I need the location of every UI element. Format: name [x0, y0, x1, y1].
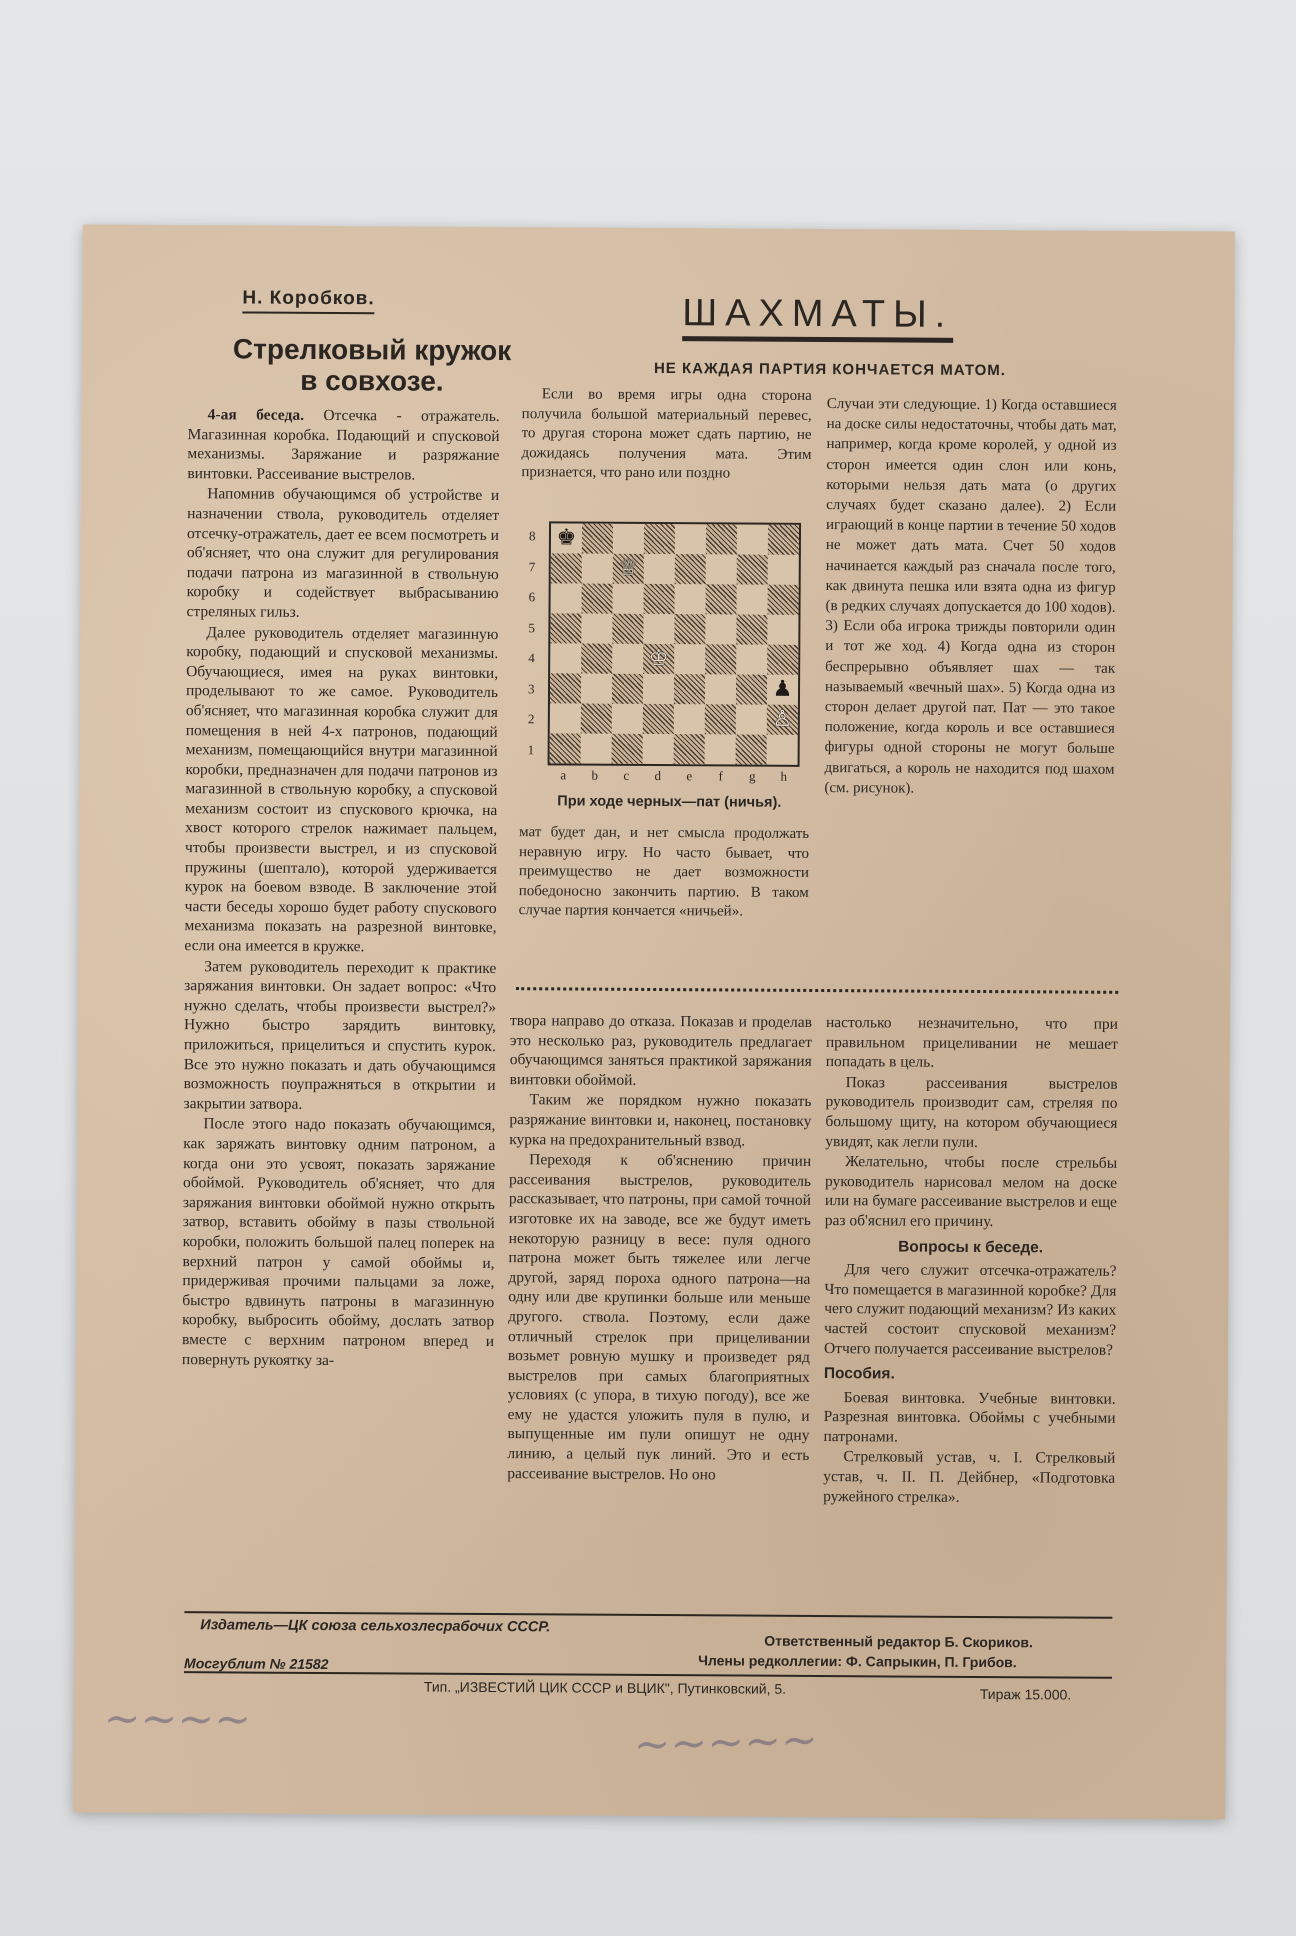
chess-article-subtitle: НЕ КАЖДАЯ ПАРТИЯ КОНЧАЕТСЯ МАТОМ.	[653, 359, 1007, 380]
article-paragraph: После этого надо показать обучающимся, как заряжать винтовку одним патроном, а когда они это усвоят, показать заряжание обоймой. Руководитель об'ясняет, что для заряжания винтовки обоймой нужно открыть затвор, вставить обойму в пазы ствольной коробки, положить большой палец поперек на верхний патрон у самой обоймы и, придерживая прочими пальцами за ложе, быстро вдвинуть патроны в магазинную коробку, выбросить обойму, дослать затвор вместе с верхним патроном вперед и повернуть рукоятку за-	[181, 1115, 496, 1369]
chess-piece-white-c7: ♕	[618, 555, 639, 581]
board-square-f2	[705, 704, 736, 734]
article-paragraph: Напомнив обучающимся об устройстве и назначении ствола, руководитель отделяет отсечку-отражатель, дает ее всем посмотреть и об'ясняет, что она служит для регулирования подачи патрона из магазинной в ствольную коробку и содействует выбрасыванию стреляных гильз.	[186, 485, 500, 621]
board-square-f6	[705, 584, 736, 614]
board-square-f3	[705, 674, 736, 704]
handwritten-mark-right: ~~~~~	[632, 1715, 819, 1773]
article-column-3: настолько незначительно, что при правильном прицеливании не мешает попадать в цель. Показ рассеивания выстрелов руководитель производит сам, стреляя по большому щиту, на котором обучающиеся увидят, как легли пули. Желательно, чтобы после стрельбы руководитель нарисовал мелом на доске или на бумаге рассеивание выстрелов и еще раз об'яснил его причину. Вопросы к беседе. Для чего служит отсечка-отражатель? Что помещается в магазинной коробке? Для чего служит подающий механизм? Из каких частей состоит спусковой механизм? Отчего получается рассеивание выстрелов? Пособия. Боевая винтовка. Учебные винтовки. Разрезная винтовка. Обоймы с учебными патронами. Стрелковый устав, ч. I. Стрелковый устав, ч. II. П. Дейбнер, «Подготовка ружейного стрелка».	[823, 1013, 1118, 1509]
board-square-c3	[612, 674, 643, 704]
board-square-e4	[674, 644, 705, 674]
board-square-c5	[612, 614, 643, 644]
chess-piece-white-d4: ♔	[648, 645, 669, 672]
newspaper-page	[73, 224, 1235, 1819]
board-square-a1	[550, 733, 581, 763]
board-square-h8	[768, 525, 799, 555]
board-square-e2	[674, 704, 705, 734]
board-square-f7	[706, 554, 737, 584]
section-divider	[516, 987, 1118, 994]
board-square-c6	[612, 584, 643, 614]
chess-text-column-1: Если во время игры одна сторона получила большой материальный перевес, то другая сторона может сдать партию, не дожидаясь получения мата. Этим признается, что рано или поздно	[521, 386, 812, 482]
questions-text: Для чего служит отсечка-отражатель? Что помещается в магазинной коробке? Для чего служит подающий механизм? Из каких частей состоит спусковой механизм? Отчего получается рассеивание выстрелов?	[823, 1261, 1117, 1359]
aids-text: Стрелковый устав, ч. I. Стрелковый устав, ч. II. П. Дейбнер, «Подготовка ружейного стрелка».	[823, 1448, 1116, 1506]
board-square-e6	[674, 584, 705, 614]
board-square-d7	[644, 554, 675, 584]
board-square-f1	[705, 734, 736, 764]
board-square-a3	[550, 673, 581, 703]
board-square-g7	[737, 554, 768, 584]
board-square-g1	[736, 734, 767, 764]
board-square-d1	[643, 734, 674, 764]
article-paragraph: Далее руководитель отделяет магазинную коробку, подающий и спусковой механизмы. Обучающиеся, имея на руках винтовки, проделывают то же самое. Руководитель об'ясняет, что магазинная коробка служит для помещения в ней 4-х патронов, подающий механизм, помещающийся внутри магазинной коробки, предназначен для подачи патронов из магазинной в ствольную коробку, а спусковой механизм состоит из спускового крючка, на хвост которого стрелок нажимает пальцем, чтобы произвести выстрел, и из спусковой пружины (шептало), которой удерживается курок на боевом взводе. В заключение этой части беседы хорошо будет работу спускового механизма показать на разрезной винтовке, если она имеется в кружке.	[184, 623, 499, 956]
article-author: Н. Коробков.	[242, 287, 374, 314]
board-square-c7	[613, 554, 644, 584]
board-square-c1	[612, 734, 643, 764]
board-square-h4	[767, 645, 798, 675]
article-title: Стрелковый кружок в совхозе.	[232, 333, 512, 397]
board-square-b2	[581, 704, 612, 734]
board-square-d4	[643, 644, 674, 674]
board-square-d2	[643, 704, 674, 734]
footer-printer: Тип. „ИЗВЕСТИЙ ЦИК СССР и ВЦИК", Путинковский, 5.	[423, 1678, 787, 1697]
questions-heading: Вопросы к беседе.	[898, 1238, 1044, 1256]
board-square-h2	[767, 705, 798, 735]
board-square-e1	[674, 734, 705, 764]
board-square-h3	[767, 675, 798, 705]
board-square-b7	[582, 554, 613, 584]
footer-rule-bottom	[184, 1671, 1112, 1679]
board-square-d8	[644, 524, 675, 554]
chess-piece-white-h2: ♙	[772, 706, 793, 732]
board-square-b1	[581, 734, 612, 764]
board-square-h1	[767, 735, 798, 765]
board-square-g2	[736, 704, 767, 734]
chess-diagram	[548, 521, 801, 767]
board-square-a8	[551, 523, 582, 553]
board-square-d5	[643, 614, 674, 644]
board-square-d3	[643, 674, 674, 704]
diagram-caption: При ходе черных—пат (ничья).	[557, 793, 782, 811]
board-square-a4	[550, 643, 581, 673]
board-square-c4	[612, 644, 643, 674]
board-square-e7	[675, 554, 706, 584]
chess-section-title: ШАХМАТЫ.	[682, 292, 953, 343]
board-rank-labels: 8 7 6 5 4 3 2 1	[527, 528, 536, 758]
board-square-b5	[581, 614, 612, 644]
board-square-f5	[705, 614, 736, 644]
article-paragraph: Затем руководитель переходит к практике заряжания винтовки. Он задает вопрос: «Что нужно сделать, чтобы произвести выстрел?» Нужно быстро зарядить винтовку, приложиться, прицелиться и спустить курок. Все это нужно показать и дать обучающимся возможность поупражняться в открытии и закрытии затвора.	[183, 957, 497, 1113]
board-square-a2	[550, 703, 581, 733]
board-square-h6	[767, 585, 798, 615]
board-square-a7	[551, 553, 582, 583]
board-square-b4	[581, 644, 612, 674]
board-square-f8	[706, 524, 737, 554]
board-square-b8	[582, 524, 613, 554]
chess-text-column-2: Случаи эти следующие. 1) Когда оставшиеся на доске силы недостаточны, чтобы дать мат, например, когда кроме королей, у одной из сторон имеется один слон или конь, которыми нельзя дать мата (о других случаях будет сказано далее). 2) Если играющий в конце партии в течение 50 ходов не может дать мата. Счет 50 ходов начинается каждый раз сначала после того, как двинута пешка или взята одна из фигур (в редких случаях допускается до 100 ходов). 3) Если оба игрока трижды повторили один и тот же ход. 4) Когда одна из сторон беспрерывно объявляет шах — так называемый «вечный шах». 5) Когда одна из сторон делает другой пат. Пат — это такое положение, когда король и все оставшиеся фигуры одной стороны не могут больше двигаться, а король не находится под шахом (см. рисунок).	[824, 396, 1117, 797]
board-square-g8	[737, 524, 768, 554]
board-file-labels: a b c d e f g h	[560, 767, 788, 784]
footer-publisher: Издатель—ЦК союза сельхозлесрабочих СССР.	[200, 1617, 551, 1636]
board-square-f4	[705, 644, 736, 674]
board-square-h5	[767, 615, 798, 645]
board-square-a6	[550, 583, 581, 613]
board-square-d6	[643, 584, 674, 614]
board-square-g5	[736, 614, 767, 644]
footer-editor: Ответственный редактор Б. Скориков.	[764, 1632, 1033, 1651]
article-column-2: твора направо до отказа. Показав и проделав это несколько раз, руководитель предлагает обучающимся заняться практикой заряжания винтовки обоймой. Таким же порядком нужно показать разряжание винтовки и, наконец, постановку курка на предохранительный взвод. Переходя к об'яснению причин рассеивания выстрелов, руководитель рассказывает, что патроны, при самой точной изготовке их на заводе, все же будут иметь некоторую разницу в весе: пуля одного патрона может быть тяжелее или легче другой, заряд пороха одного патрона—на одну или две крупинки больше или меньше другого. ствола. Поэтому, если даже отличный стрелок при прицеливании возьмет ровную мушку и произведет ряд выстрелов при самых благоприятных условиях (с упора, в тихую погоду), все же ему не удастся уложить пуля в пулю, и выпущенные им пули опишут не одну линию, а целый пук линий. Это и есть рассеивание выстрелов. Но оно	[507, 1012, 813, 1484]
chess-text-column-1-continued: мат будет дан, и нет смысла продолжать неравную игру. Но часто бывает, что преимущество не дает возможности победоносно закончить партию. В таком случае партия кончается «ничьей».	[518, 824, 810, 920]
board-square-c2	[612, 704, 643, 734]
board-square-b6	[581, 584, 612, 614]
board-square-c8	[613, 524, 644, 554]
aids-text: Боевая винтовка. Учебные винтовки. Разрезная винтовка. Обоймы с учебными патронами.	[823, 1388, 1116, 1446]
chess-piece-black-a8: ♚	[556, 525, 577, 551]
board-square-a5	[550, 613, 581, 643]
article-column-1	[182, 405, 500, 1372]
board-square-e5	[674, 614, 705, 644]
board-square-e8	[675, 524, 706, 554]
board-square-g6	[736, 584, 767, 614]
board-square-b3	[581, 674, 612, 704]
footer-circulation: Тираж 15.000.	[979, 1686, 1072, 1703]
footer-editorial-board: Члены редколлегии: Ф. Сапрыкин, П. Грибов.	[698, 1652, 1017, 1671]
board-square-h7	[768, 555, 799, 585]
board-square-e3	[674, 674, 705, 704]
aids-heading: Пособия.	[823, 1365, 895, 1383]
article-lead: 4-ая беседа. Отсечка - отражатель. Магазинная коробка. Подающий и спусковой механизмы. Заряжание и разряжание винтовки. Рассеивание выстрелов.	[187, 406, 500, 484]
board-square-g4	[736, 644, 767, 674]
chess-piece-black-h3: ♟	[772, 676, 793, 702]
handwritten-mark-left: ~~~~	[103, 1694, 252, 1747]
footer-mosgublit: Мосгублит № 21582	[184, 1655, 329, 1673]
board-square-g3	[736, 674, 767, 704]
